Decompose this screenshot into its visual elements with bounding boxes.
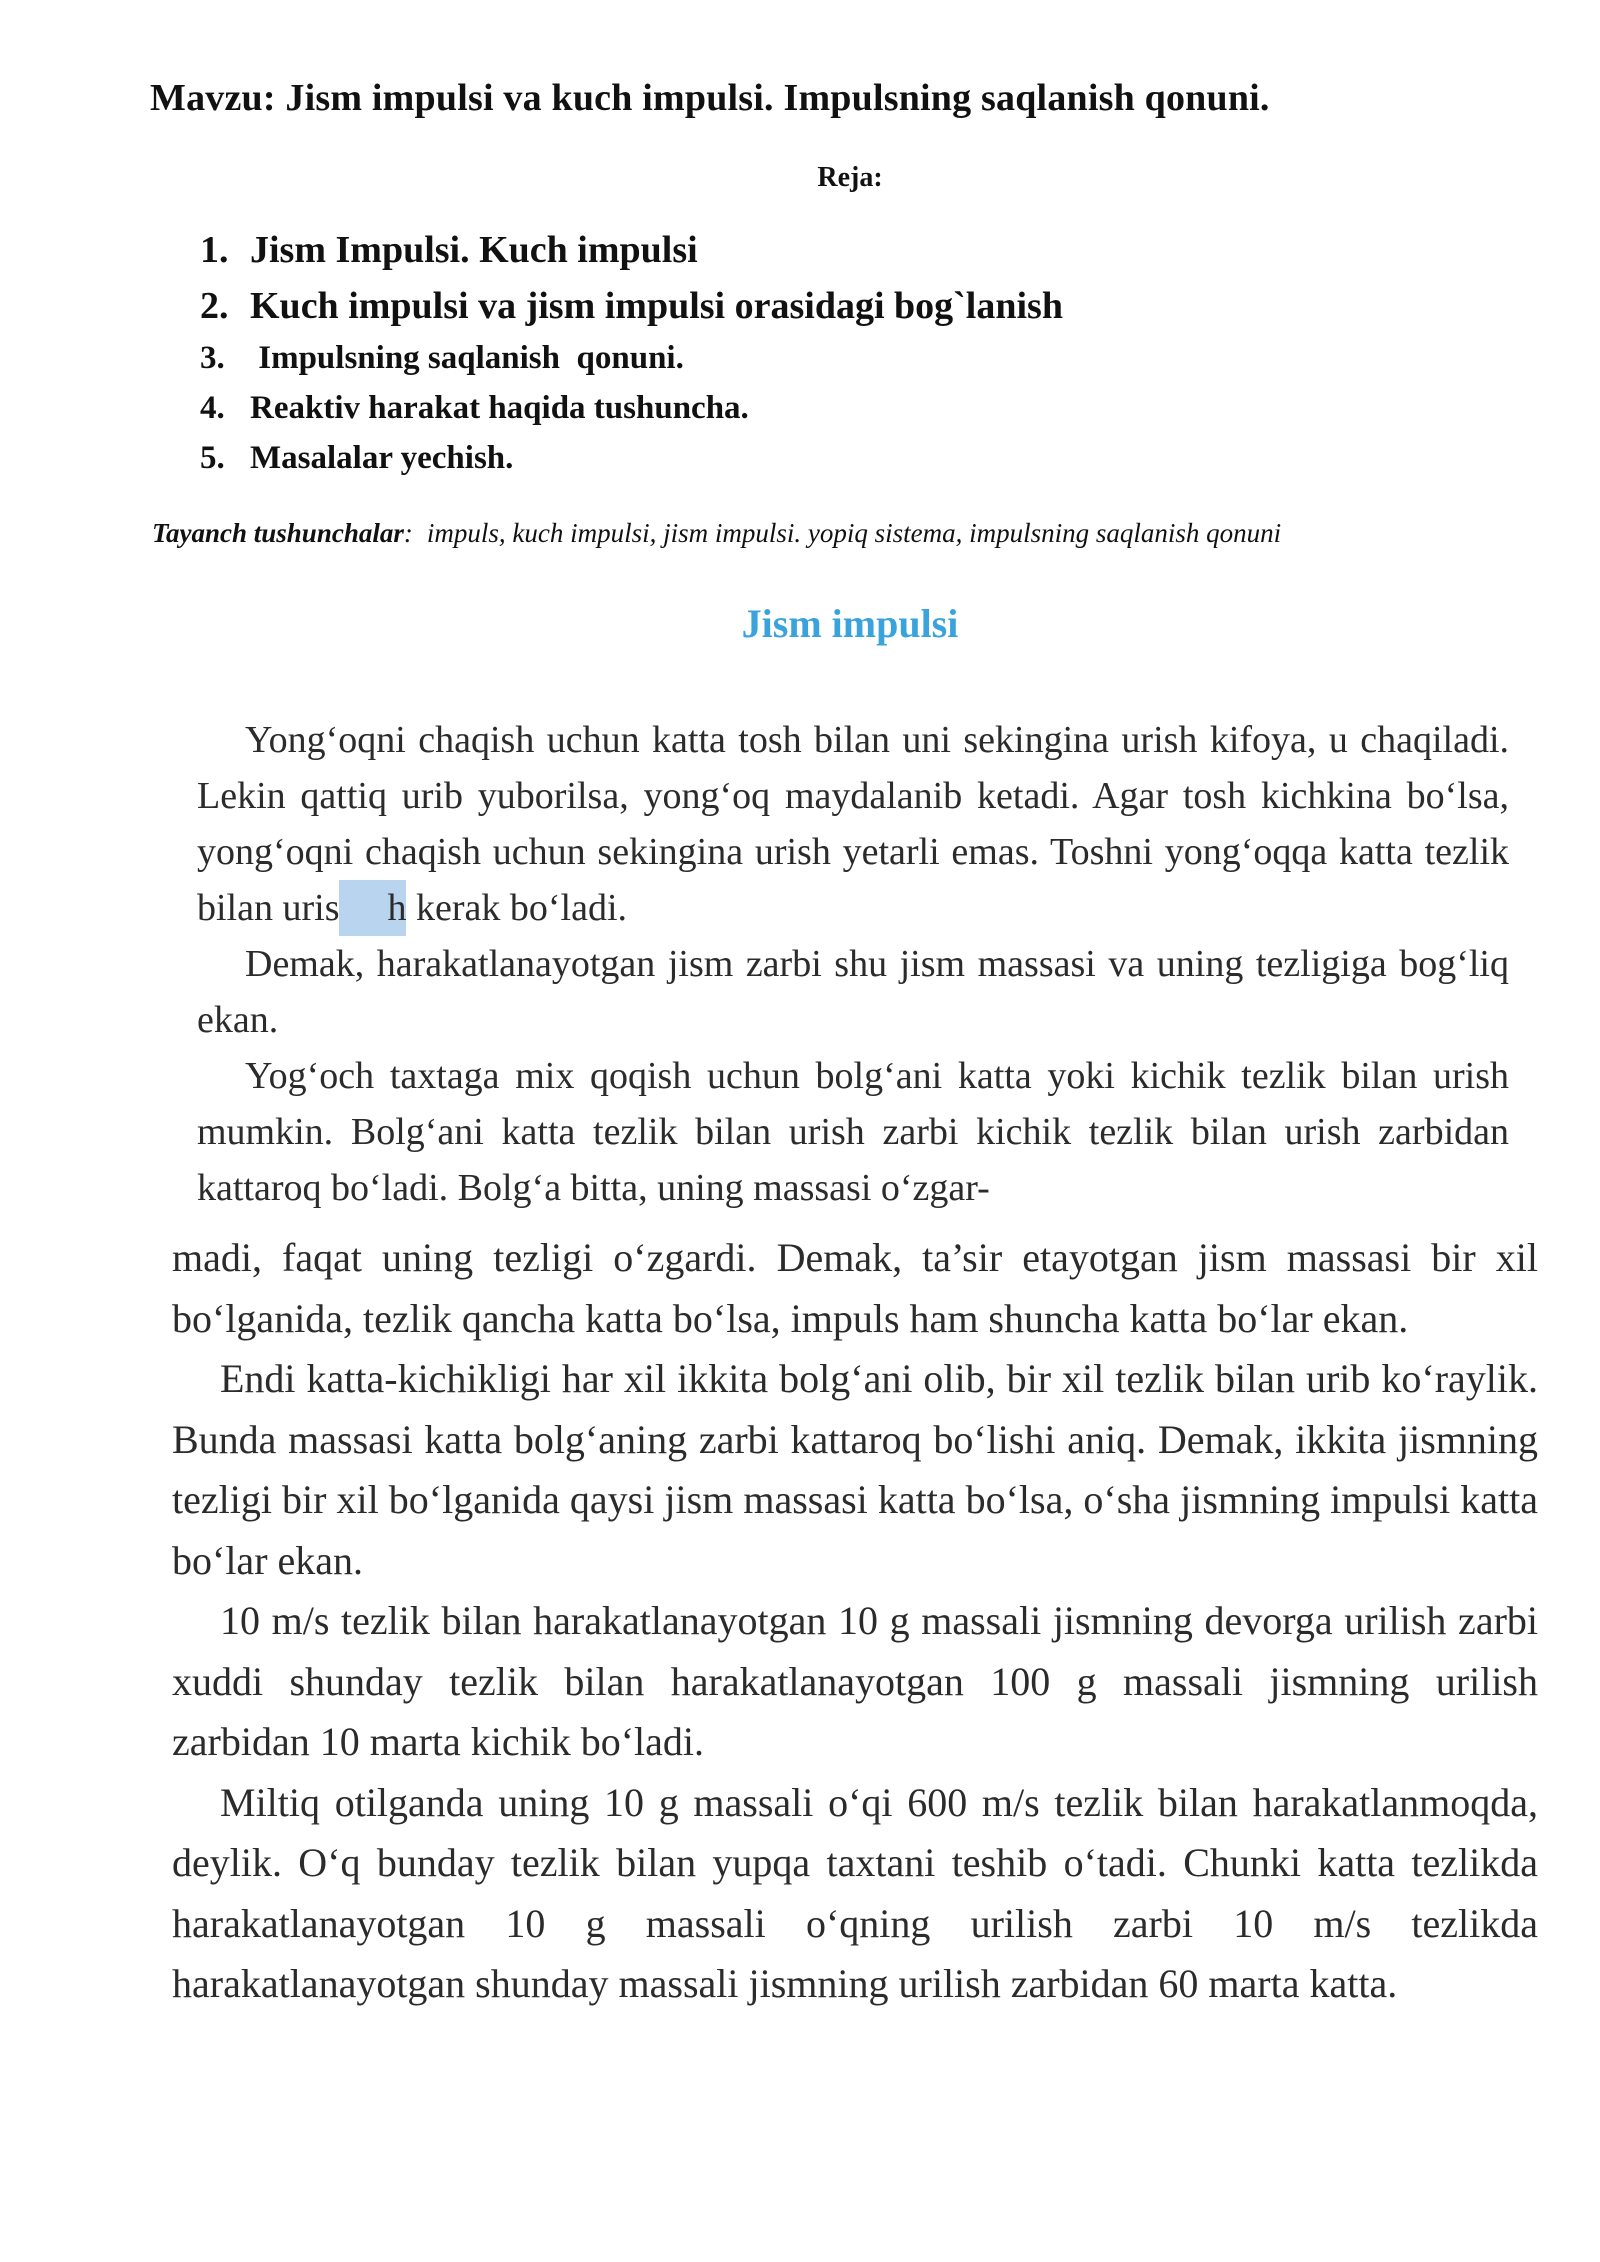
paragraph: [197, 712, 1509, 936]
plan-item: [200, 440, 1063, 490]
section-title: Jism impulsi: [741, 601, 959, 646]
paragraph: Endi katta-kichikligi har xil ikkita bolg‘ani olib, bir xil tezlik bilan urib ko‘raylik. Bunda massasi katta bolg‘aning zarbi kattaroq bo‘lishi aniq. Demak, ikkita jismning tezligi bir xil bo‘lganida qaysi jism massasi katta bo‘lsa, o‘sha jismning impulsi katta bo‘lar ekan.: [172, 1356, 1538, 1583]
plan-item-text: Impulsning saqlanish qonuni.: [250, 340, 684, 376]
plan-item-number: 2.: [200, 285, 229, 327]
plan-item-text: Kuch impulsi va jism impulsi orasidagi bog`lanish: [250, 285, 1063, 327]
plan-list: [200, 228, 1063, 490]
paragraph-text: Yong‘oqni chaqish uchun katta tosh bilan uni sekingina urish kifoya, u chaqiladi. Lekin qattiq urib yuborilsa, yong‘oq maydalanib ketadi. Agar tosh kichkina bo‘lsa, yong‘oqni chaqish uchun sekingina urish yetarli emas. Toshni yong‘oqqa katta tezlik bilan uris: [197, 719, 1509, 929]
paragraph: Yog‘och taxtaga mix qoqish uchun bolg‘ani katta yoki kichik tezlik bilan urish mumkin. Bolg‘ani katta tezlik bilan urish zarbi kichik tezlik bilan urish zarbidan kattaroq bo‘ladi. Bolg‘a bitta, uning massasi o‘zgar-: [197, 1055, 1509, 1209]
page-title: Mavzu: Jism impulsi va kuch impulsi. Impulsning saqlanish qonuni.: [150, 77, 1270, 119]
paragraph: Demak, harakatlanayotgan jism zarbi shu jism massasi va uning tezligiga bog‘liq ekan.: [197, 943, 1509, 1041]
plan-item-number: 4.: [200, 390, 225, 426]
plan-item: [200, 340, 1063, 390]
plan-item-number: 5.: [200, 440, 225, 476]
key-concepts-terms: impuls, kuch impulsi, jism impulsi. yopiq sistema, impulsning saqlanish qonuni: [426, 518, 1282, 548]
scanned-text-block-1: [197, 712, 1509, 1216]
text-cursor-highlight: h: [339, 880, 406, 936]
scanned-text-block-2: [172, 1228, 1538, 2015]
key-concepts: [152, 518, 1281, 549]
plan-item-text: Jism Impulsi. Kuch impulsi: [250, 229, 698, 271]
paragraph: Miltiq otilganda uning 10 g massali o‘qi 600 m/s tezlik bilan harakatlanmoqda, deylik. O‘q bunday tezlik bilan yupqa taxtani teshib o‘tadi. Chunki katta tezlikda harakatlanayotgan 10 g massali o‘qning urilish zarbi 10 m/s tezlikda harakatlanayotgan shunday massali jismning urilish zarbidan 60 marta katta.: [172, 1779, 1538, 2006]
plan-item-text: Masalalar yechish.: [250, 440, 514, 476]
plan-item-number: 1.: [200, 229, 229, 271]
plan-item: [200, 228, 1063, 284]
plan-item-number: 3.: [200, 340, 225, 376]
paragraph: 10 m/s tezlik bilan harakatlanayotgan 10 g massali jismning devorga urilish zarbi xuddi shunday tezlik bilan harakatlanayotgan 100 g massali jismning urilish zarbidan 10 marta kichik bo‘ladi.: [172, 1598, 1538, 1764]
paragraph-text: kerak bo‘ladi.: [406, 887, 628, 929]
plan-item: [200, 284, 1063, 340]
plan-item: [200, 390, 1063, 440]
plan-item-text: Reaktiv harakat haqida tushuncha.: [250, 390, 749, 426]
key-concepts-colon: :: [403, 518, 413, 548]
plan-heading: Reja:: [817, 162, 883, 193]
key-concepts-label: Tayanch tushunchalar: [152, 518, 404, 548]
paragraph: madi, faqat uning tezligi o‘zgardi. Demak, ta’sir etayotgan jism massasi bir xil bo‘lganida, tezlik qancha katta bo‘lsa, impuls ham shuncha katta bo‘lar ekan.: [172, 1235, 1538, 1341]
